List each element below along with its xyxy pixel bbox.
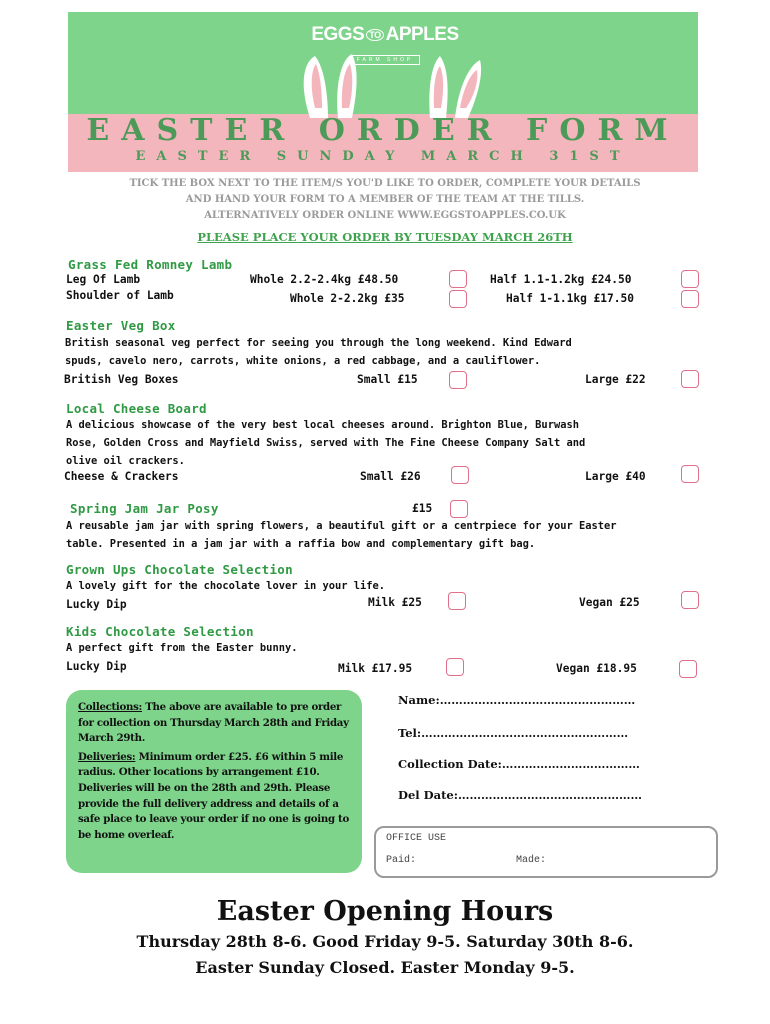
grownups-vegan-checkbox[interactable] xyxy=(681,591,699,609)
posy-description: A reusable jam jar with spring flowers, a beautiful gift or a centrpiece for your Easter table. Presented in a jam jar with a raffia bow and complementary gift bag. xyxy=(66,520,617,550)
tel-field[interactable]: Tel:……………………………………………… xyxy=(398,726,629,740)
cheese-small-checkbox[interactable] xyxy=(451,466,469,484)
veg-small-price: Small £15 xyxy=(357,373,418,386)
cheese-heading: Local Cheese Board xyxy=(66,401,207,416)
info-text xyxy=(78,700,358,843)
page-subtitle: EASTER SUNDAY MARCH 31ST xyxy=(135,149,631,164)
posy-checkbox[interactable] xyxy=(450,500,468,518)
cheese-large-price: Large £40 xyxy=(585,470,646,483)
kids-milk-checkbox[interactable] xyxy=(446,658,464,676)
page-title: EASTER ORDER FORM xyxy=(86,113,680,148)
veg-description: British seasonal veg perfect for seeing you through the long weekend. Kind Edward spuds, cavelo nero, carrots, white onions, a red cabbage, and a cauliflower. xyxy=(65,337,572,367)
veg-large-checkbox[interactable] xyxy=(681,370,699,388)
lamb-leg-label: Leg Of Lamb xyxy=(66,273,141,286)
lamb-leg-whole-price: Whole 2.2-2.4kg £48.50 xyxy=(250,273,399,286)
opening-hours-line-2: Easter Sunday Closed. Easter Monday 9-5. xyxy=(195,958,575,977)
lamb-shoulder-half-price: Half 1-1.1kg £17.50 xyxy=(506,292,634,305)
cheese-item-label: Cheese & Crackers xyxy=(64,470,179,483)
cheese-description: A delicious showcase of the very best local cheeses around. Brighton Blue, Burwash Rose, Golden Cross and Mayfield Swiss, served with The Fine Cheese Company Salt and olive oil crackers. xyxy=(66,419,586,467)
office-paid-label: Paid: xyxy=(386,855,417,866)
veg-large-price: Large £22 xyxy=(585,373,646,386)
veg-heading: Easter Veg Box xyxy=(66,318,176,333)
collections-info: Collections: The above are available to pre order for collection on Thursday March 28th and Friday March 29th. xyxy=(78,701,349,745)
kids-item-label: Lucky Dip xyxy=(66,660,127,673)
cheese-small-price: Small £26 xyxy=(360,470,421,483)
collection-date-field[interactable]: Collection Date:……………………………… xyxy=(398,757,640,771)
deliveries-info: Deliveries: Minimum order £25. £6 within 5 mile radius. Other locations by arrangement £10. Deliveries will be on the 28th and 29th. Please provide the full delivery address and details of a safe place to leave your order if no one is going to be home overleaf. xyxy=(78,750,349,841)
opening-hours-line-1: Thursday 28th 8-6. Good Friday 9-5. Saturday 30th 8-6. xyxy=(136,932,634,951)
posy-price: £15 xyxy=(412,502,433,515)
lamb-heading: Grass Fed Romney Lamb xyxy=(68,257,233,272)
name-field[interactable]: Name:…………………………………………… xyxy=(398,693,636,707)
grownups-item-label: Lucky Dip xyxy=(66,598,127,611)
posy-heading: Spring Jam Jar Posy xyxy=(70,501,219,516)
kids-vegan-price: Vegan £18.95 xyxy=(556,662,637,675)
opening-hours-title: Easter Opening Hours xyxy=(216,896,554,927)
instructions: TICK THE BOX NEXT TO THE ITEM/S YOU'D LIKE TO ORDER, COMPLETE YOUR DETAILS AND HAND YOUR FORM TO A MEMBER OF THE TEAM AT THE TILLS. ALTERNATIVELY ORDER ONLINE WWW.EGGSTOAPPLES.CO.UK xyxy=(129,178,641,221)
order-deadline: PLEASE PLACE YOUR ORDER BY TUESDAY MARCH 26TH xyxy=(197,230,573,244)
lamb-shoulder-whole-checkbox[interactable] xyxy=(449,290,467,308)
grownups-description: A lovely gift for the chocolate lover in your life. xyxy=(66,580,386,592)
office-use-box xyxy=(374,826,718,878)
cheese-large-checkbox[interactable] xyxy=(681,465,699,483)
veg-small-checkbox[interactable] xyxy=(449,371,467,389)
kids-heading: Kids Chocolate Selection xyxy=(66,624,254,639)
lamb-leg-half-checkbox[interactable] xyxy=(681,270,699,288)
grownups-milk-price: Milk £25 xyxy=(368,596,422,609)
office-made-label: Made: xyxy=(516,855,547,866)
grownups-heading: Grown Ups Chocolate Selection xyxy=(66,562,293,577)
lamb-shoulder-label: Shoulder of Lamb xyxy=(66,289,174,302)
office-use-label: OFFICE USE xyxy=(386,833,447,844)
kids-vegan-checkbox[interactable] xyxy=(679,660,697,678)
grownups-milk-checkbox[interactable] xyxy=(448,592,466,610)
lamb-leg-whole-checkbox[interactable] xyxy=(449,270,467,288)
lamb-shoulder-whole-price: Whole 2-2.2kg £35 xyxy=(290,292,405,305)
kids-milk-price: Milk £17.95 xyxy=(338,662,413,675)
lamb-leg-half-price: Half 1.1-1.2kg £24.50 xyxy=(490,273,632,286)
veg-item-label: British Veg Boxes xyxy=(64,373,179,386)
delivery-date-field[interactable]: Del Date:………………………………………… xyxy=(398,788,642,802)
grownups-vegan-price: Vegan £25 xyxy=(579,596,640,609)
logo: EGGS TO APPLES FARM SHOP xyxy=(311,24,459,63)
bunny-ears-icon xyxy=(290,48,490,120)
kids-description: A perfect gift from the Easter bunny. xyxy=(66,642,298,654)
lamb-shoulder-half-checkbox[interactable] xyxy=(681,290,699,308)
